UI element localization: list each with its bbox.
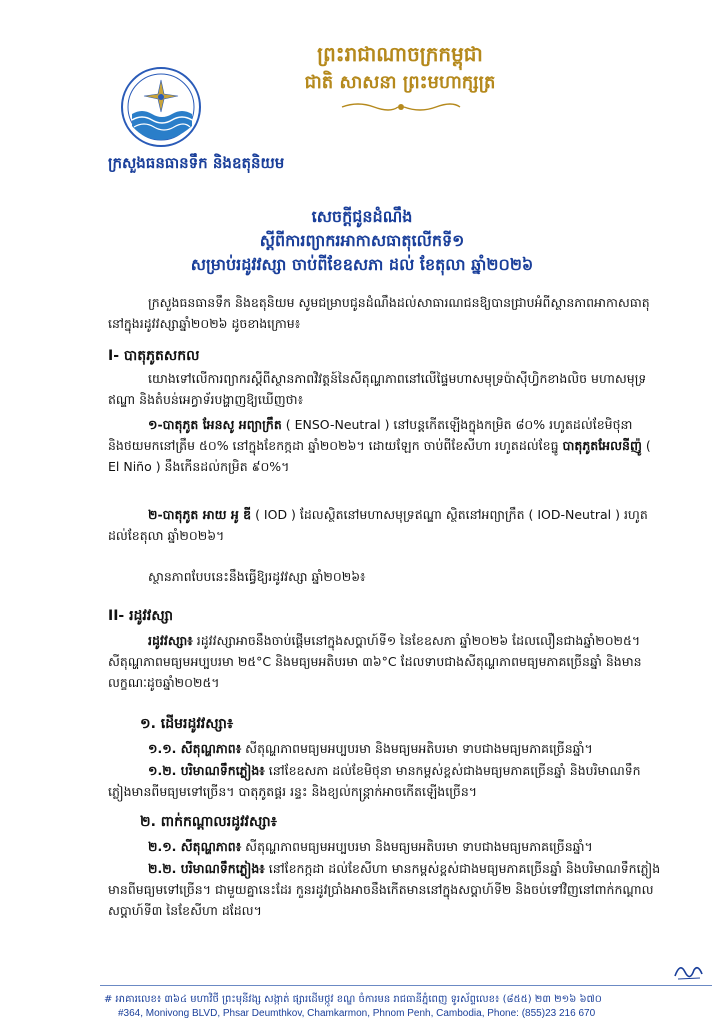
rainy-season-label: រដូវវស្សា៖ — [148, 633, 193, 648]
item-enso-text: ( ENSO-Neutral ) នៅបន្តកើតឡើងក្នុងកម្រិត ៨០% រហូតដល់ខែមិថុនា និងថយមកនៅត្រឹម ៥០% នៅក្នុងខែកក្កដា ឆ្នាំ២០២៦។ ដោយឡែក ចាប់ពីខែសីហា រហូតដល់ខែធ្នូ — [108, 417, 633, 453]
item-elnino-text: ( El Niño ) នឹងកើនដល់កម្រិត ៩០%។ — [108, 438, 651, 474]
notice-period: សម្រាប់រដូវវស្សា ចាប់ពីខែឧសភា ដល់ ខែតុលា ឆ្នាំ២០២៦ — [190, 255, 534, 274]
mid-season-heading: ២. ពាក់កណ្តាលរដូវវស្សា៖ — [140, 814, 277, 830]
notice-subtitle: ស្តីពីការព្យាករអាកាសធាតុលើកទី១ — [259, 231, 465, 250]
section-1-heading: I- បាតុភូតសកល — [108, 348, 200, 364]
early-temperature-text: សីតុណ្ហភាពមធ្យមអប្បបរមា និងមធ្យមអតិបរមា ទាបជាងមធ្យមភាគច្រើនឆ្នាំ។ — [241, 741, 593, 756]
mid-temperature-label: ២.១. សីតុណ្ហភាព៖ — [148, 839, 242, 854]
ministry-seal-icon — [120, 66, 202, 148]
mid-rainfall-label: ២.២. បរិមាណទឹកភ្លៀង៖ — [148, 861, 265, 876]
mid-temperature — [108, 836, 664, 857]
section-1-closing: ស្ថានភាពបែបនេះនឹងធ្វើឱ្យរដូវវស្សា ឆ្នាំ២០២៦៖ — [148, 569, 366, 584]
ornament-icon — [338, 100, 464, 114]
national-motto: ជាតិ សាសនា ព្រះមហាក្សត្រ — [304, 72, 496, 93]
mid-rainfall-text: នៅខែកក្កដា ដល់ខែសីហា មានកម្ពស់ខ្ពស់ជាងមធ្យមភាគច្រើនឆ្នាំ និងបរិមាណទឹកភ្លៀងមានពីមធ្យមទៅច្រើន។ ជាមួយគ្នានេះដែរ កួនរដូវប្រាំងអាចនឹងកើតមាននៅក្នុងសប្តាហ៍ទី២ និងចប់ទៅវិញនៅពាក់កណ្តាលសប្តាហ៍ទី៣ នៃខែសីហា ដដែល។ — [108, 861, 661, 918]
notice-title: សេចក្តីជូនដំណឹង — [311, 207, 413, 226]
mid-rainfall — [108, 858, 664, 921]
signature-mark — [672, 960, 706, 982]
ministry-name: ក្រសួងធនធានទឹក និងឧតុនិយម — [108, 154, 285, 172]
section-2-heading: II- រដូវវស្សា — [108, 608, 174, 624]
rainy-season-paragraph — [108, 630, 664, 693]
early-rainfall-text: នៅខែឧសភា ដល់ខែមិថុនា មានកម្ពស់ខ្ពស់ជាងមធ្យមភាគច្រើនឆ្នាំ និងបរិមាណទឹកភ្លៀងមានពីមធ្យមទៅច្រើន។ បាតុភូតផ្គរ រន្ទះ និងខ្យល់កន្ត្រាក់អាចកើតឡើងច្រើន។ — [108, 763, 641, 799]
footer-address-english: #364, Monivong BLVD, Phsar Deumthkov, Chamkarmon, Phnom Penh, Cambodia, Phone: (855)23 216 670 — [118, 1008, 596, 1019]
intro-paragraph: ក្រសួងធនធានទឹក និងឧតុនិយម សូមជម្រាបជូនដំណឹងដល់សាធារណជនឱ្យបានជ្រាបអំពីស្ថានភាពអាកាសធាតុនៅក្នុងរដូវវស្សាឆ្នាំ២០២៦ ដូចខាងក្រោម៖ — [108, 295, 650, 331]
footer-divider — [100, 985, 712, 986]
mid-temperature-text: សីតុណ្ហភាពមធ្យមអប្បបរមា និងមធ្យមអតិបរមា ទាបជាងមធ្យមភាគច្រើនឆ្នាំ។ — [241, 839, 593, 854]
item-enso-label: ១-បាតុភូត អែនសូ អព្យាក្រឹត — [148, 417, 282, 432]
item-iod — [108, 504, 664, 546]
early-season-heading: ១. ដើមរដូវវស្សា៖ — [140, 716, 234, 732]
footer-address-khmer: # អាគារលេខ៖ ៣៦៤ មហាវិថី ព្រះមុនីវង្ស សង្កាត់ ផ្សារដើមថ្កូវ ខណ្ឌ ចំការមន រាជធានីភ្នំពេញ ទូរស័ព្ទលេខ៖ (៨៥៥) ២៣ ២១៦ ៦៧០ — [104, 994, 602, 1005]
early-rainfall-label: ១.២. បរិមាណទឹកភ្លៀង៖ — [148, 763, 265, 778]
section-1-paragraph: យោងទៅលើការព្យាករស្តីពីស្ថានភាពវិវត្តន៍នៃសីតុណ្ហភាពនៅលើផ្ទៃមហាសមុទ្រប៉ាស៊ីហ្វិកខាងលិច មហាសមុទ្រឥណ្ឌា និងតំបន់អេក្វាទ័របង្ហាញឱ្យឃើញថា៖ — [108, 371, 647, 407]
early-temperature — [108, 738, 664, 759]
item-iod-label: ២-បាតុភូត អាយ អូ ឌី — [148, 507, 252, 522]
rainy-season-text: រដូវវស្សាអាចនឹងចាប់ផ្តើមនៅក្នុងសប្តាហ៍ទី១ នៃខែឧសភា ឆ្នាំ២០២៦ ដែលលឿនជាងឆ្នាំ២០២៥។ សីតុណ្ហភាពមធ្យមអប្បបរមា ២៥°C និងមធ្យមអតិបរមា ៣៦°C ដែលទាបជាងសីតុណ្ហភាពមធ្យមភាគច្រើនឆ្នាំ និងមានលក្ខណៈដូចឆ្នាំ២០២៥។ — [108, 633, 642, 690]
early-temperature-label: ១.១. សីតុណ្ហភាព៖ — [148, 741, 242, 756]
early-rainfall — [108, 760, 664, 802]
item-enso — [108, 414, 664, 477]
kingdom-title: ព្រះរាជាណាចក្រកម្ពុជា — [317, 42, 483, 66]
item-iod-text: ( IOD ) ដែលស្ថិតនៅមហាសមុទ្រឥណ្ឌា ស្ថិតនៅអព្យាក្រឹត ( IOD-Neutral ) រហូតដល់ខែតុលា ឆ្នាំ២០២៦។ — [108, 507, 648, 543]
item-elnino-label: បាតុភូតអែលនីញ៉ូ — [562, 438, 642, 453]
